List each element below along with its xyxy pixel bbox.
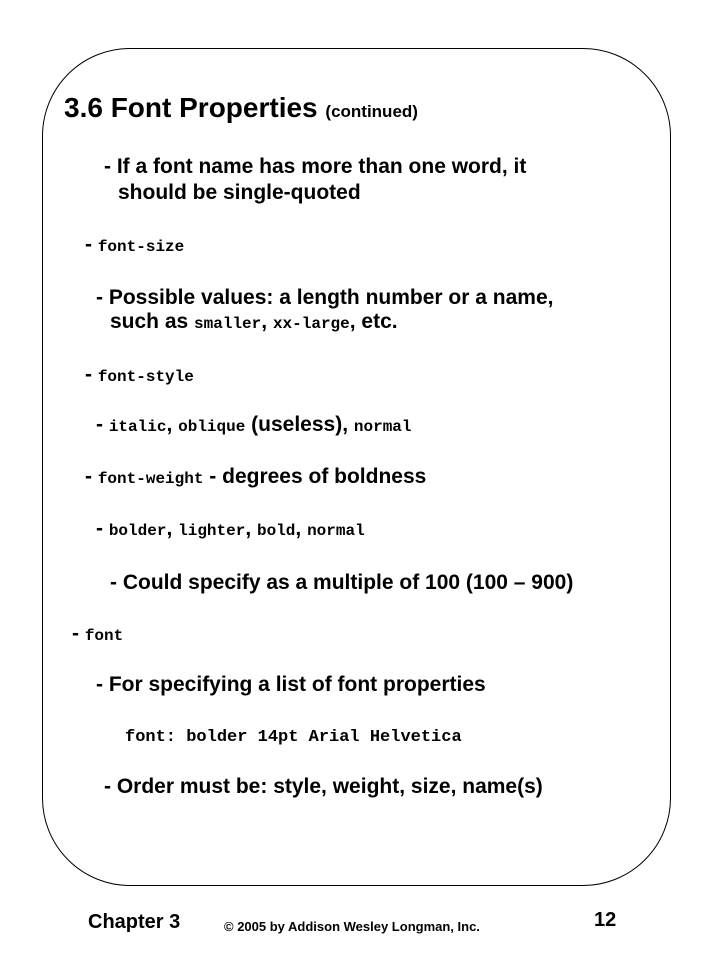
code-smaller: smaller — [194, 315, 262, 333]
dash: - — [85, 233, 98, 256]
code-normal: normal — [307, 522, 365, 540]
bullet-style-values — [96, 414, 412, 435]
bullet-possible-values-1: - Possible values: a length number or a name, — [96, 286, 554, 309]
code-oblique: oblique — [178, 418, 246, 436]
dash: - — [96, 517, 109, 540]
text: - degrees of boldness — [203, 465, 427, 488]
footer-chapter: Chapter 3 — [88, 911, 181, 933]
title-main: 3.6 Font Properties — [64, 92, 318, 123]
sep: , — [261, 310, 273, 333]
bullet-multiword-2: should be single-quoted — [118, 181, 361, 204]
sep: , — [245, 517, 257, 540]
code-xx-large: xx-large — [272, 315, 350, 333]
code-example: font: bolder 14pt Arial Helvetica — [125, 728, 462, 747]
bullet-font — [72, 623, 123, 644]
slide-title — [64, 94, 418, 122]
dash: - — [72, 622, 85, 645]
code-font-weight: font-weight — [97, 470, 204, 488]
code-bolder: bolder — [108, 522, 167, 540]
code-font: font — [84, 627, 124, 645]
bullet-weight-values — [96, 518, 365, 539]
dash: - — [85, 363, 98, 386]
sep: , — [166, 517, 179, 540]
bullet-possible-values-2 — [110, 311, 398, 332]
dash: - — [96, 413, 109, 436]
text: such as — [110, 310, 195, 333]
code-bold: bold — [257, 522, 296, 540]
footer-page-number: 12 — [594, 909, 617, 931]
dash: - — [85, 465, 98, 488]
bullet-multiword-1: - If a font name has more than one word, it — [104, 155, 527, 178]
code-normal: normal — [353, 418, 412, 436]
code-font-style: font-style — [97, 368, 194, 386]
bullet-font-size — [85, 234, 184, 255]
sep: , — [166, 413, 179, 436]
text: (useless), — [245, 413, 354, 436]
text: , etc. — [349, 310, 398, 333]
bullet-font-weight — [85, 466, 426, 487]
bullet-font-style — [85, 364, 194, 385]
code-lighter: lighter — [178, 522, 246, 540]
bullet-multiple-of-100: - Could specify as a multiple of 100 (100 – 900) — [110, 571, 574, 594]
bullet-specifying-list: - For specifying a list of font properties — [96, 673, 486, 696]
footer-copyright: © 2005 by Addison Wesley Longman, Inc. — [224, 919, 480, 934]
code-italic: italic — [108, 418, 167, 436]
title-suffix: (continued) — [325, 102, 418, 121]
code-font-size: font-size — [97, 238, 185, 256]
bullet-order: - Order must be: style, weight, size, name(s) — [104, 775, 543, 798]
sep: , — [295, 517, 308, 540]
